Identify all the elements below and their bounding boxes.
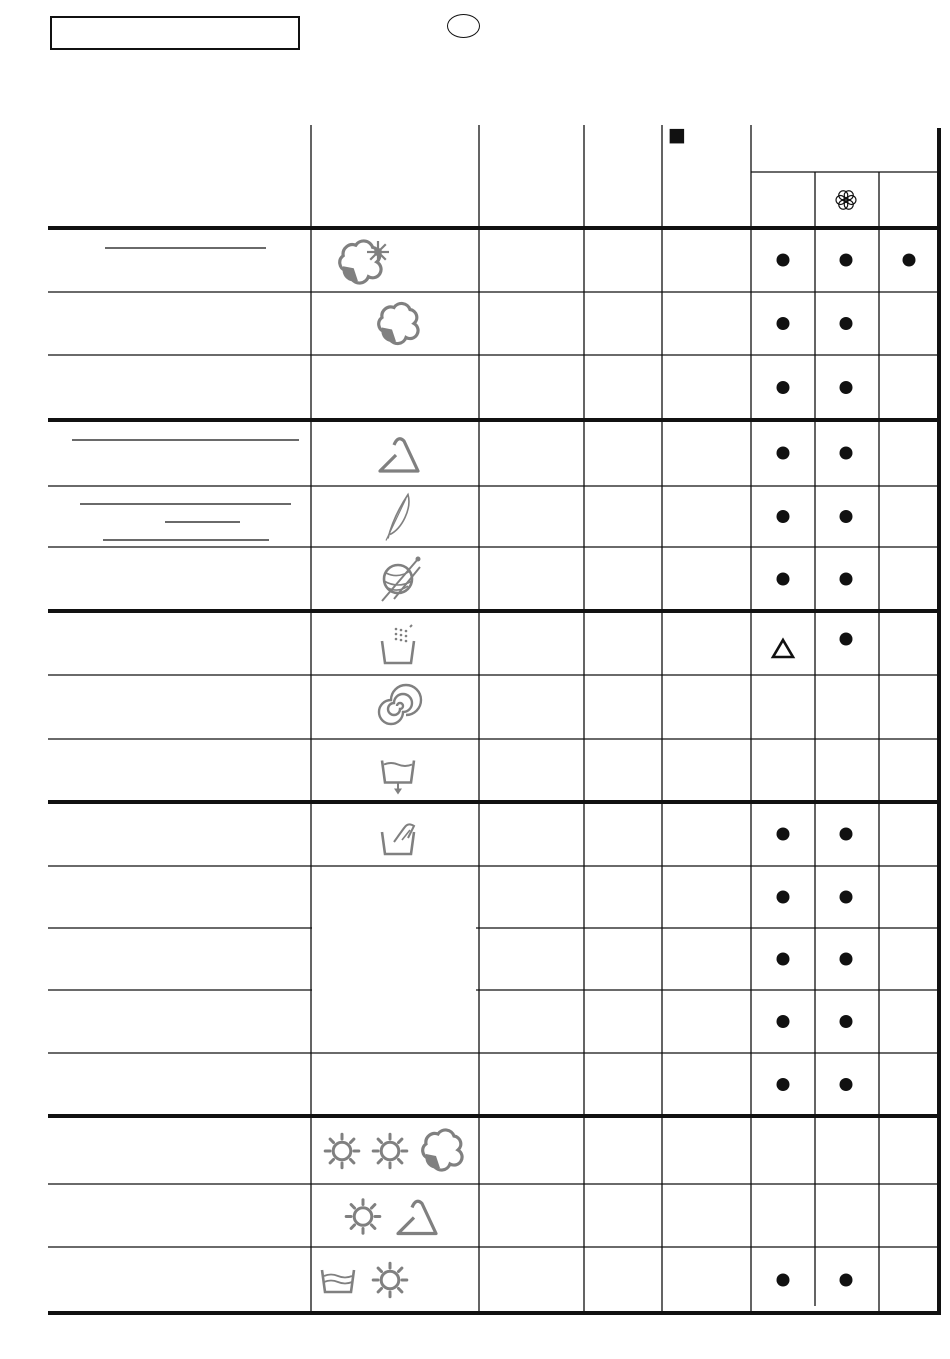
dot-mark bbox=[777, 1078, 790, 1091]
dot-mark bbox=[777, 254, 790, 267]
dot-mark bbox=[777, 1274, 790, 1287]
dot-mark bbox=[840, 381, 853, 394]
wool-icon bbox=[382, 557, 421, 602]
dot-mark bbox=[840, 953, 853, 966]
synthetic-hanger-icon bbox=[398, 1201, 436, 1233]
dot-mark bbox=[840, 317, 853, 330]
wash-basin-icon bbox=[322, 1270, 354, 1292]
marker-square: ■ bbox=[668, 124, 686, 146]
dot-mark bbox=[777, 317, 790, 330]
dot-mark bbox=[903, 254, 916, 267]
dot-mark bbox=[840, 573, 853, 586]
sun-icon bbox=[325, 1134, 359, 1168]
sun-icon bbox=[373, 1263, 407, 1297]
dot-mark bbox=[840, 1274, 853, 1287]
flower-icon bbox=[836, 191, 856, 210]
dot-mark bbox=[777, 891, 790, 904]
dot-mark bbox=[840, 891, 853, 904]
dot-mark bbox=[777, 1015, 790, 1028]
dot-mark bbox=[840, 510, 853, 523]
cotton-icon bbox=[379, 303, 418, 343]
sun-icon bbox=[346, 1200, 380, 1234]
triangle-mark bbox=[773, 640, 793, 657]
dot-mark bbox=[777, 447, 790, 460]
dot-mark bbox=[777, 573, 790, 586]
dot-mark bbox=[840, 1015, 853, 1028]
dot-mark bbox=[840, 254, 853, 267]
dot-mark bbox=[777, 510, 790, 523]
cotton-icon bbox=[423, 1130, 462, 1170]
dot-mark bbox=[777, 953, 790, 966]
drain-icon bbox=[382, 761, 414, 795]
dot-mark bbox=[840, 633, 853, 646]
dot-mark bbox=[840, 1078, 853, 1091]
feather-icon bbox=[386, 495, 409, 541]
spin-icon bbox=[379, 685, 421, 724]
dot-mark bbox=[840, 447, 853, 460]
cotton-stain-icon bbox=[340, 241, 389, 283]
sun-icon bbox=[373, 1134, 407, 1168]
handwash-icon bbox=[382, 824, 414, 854]
synthetic-hanger-icon bbox=[380, 439, 418, 471]
dot-mark bbox=[777, 828, 790, 841]
dot-mark bbox=[840, 828, 853, 841]
rinse-icon bbox=[382, 625, 414, 663]
dot-mark bbox=[777, 381, 790, 394]
